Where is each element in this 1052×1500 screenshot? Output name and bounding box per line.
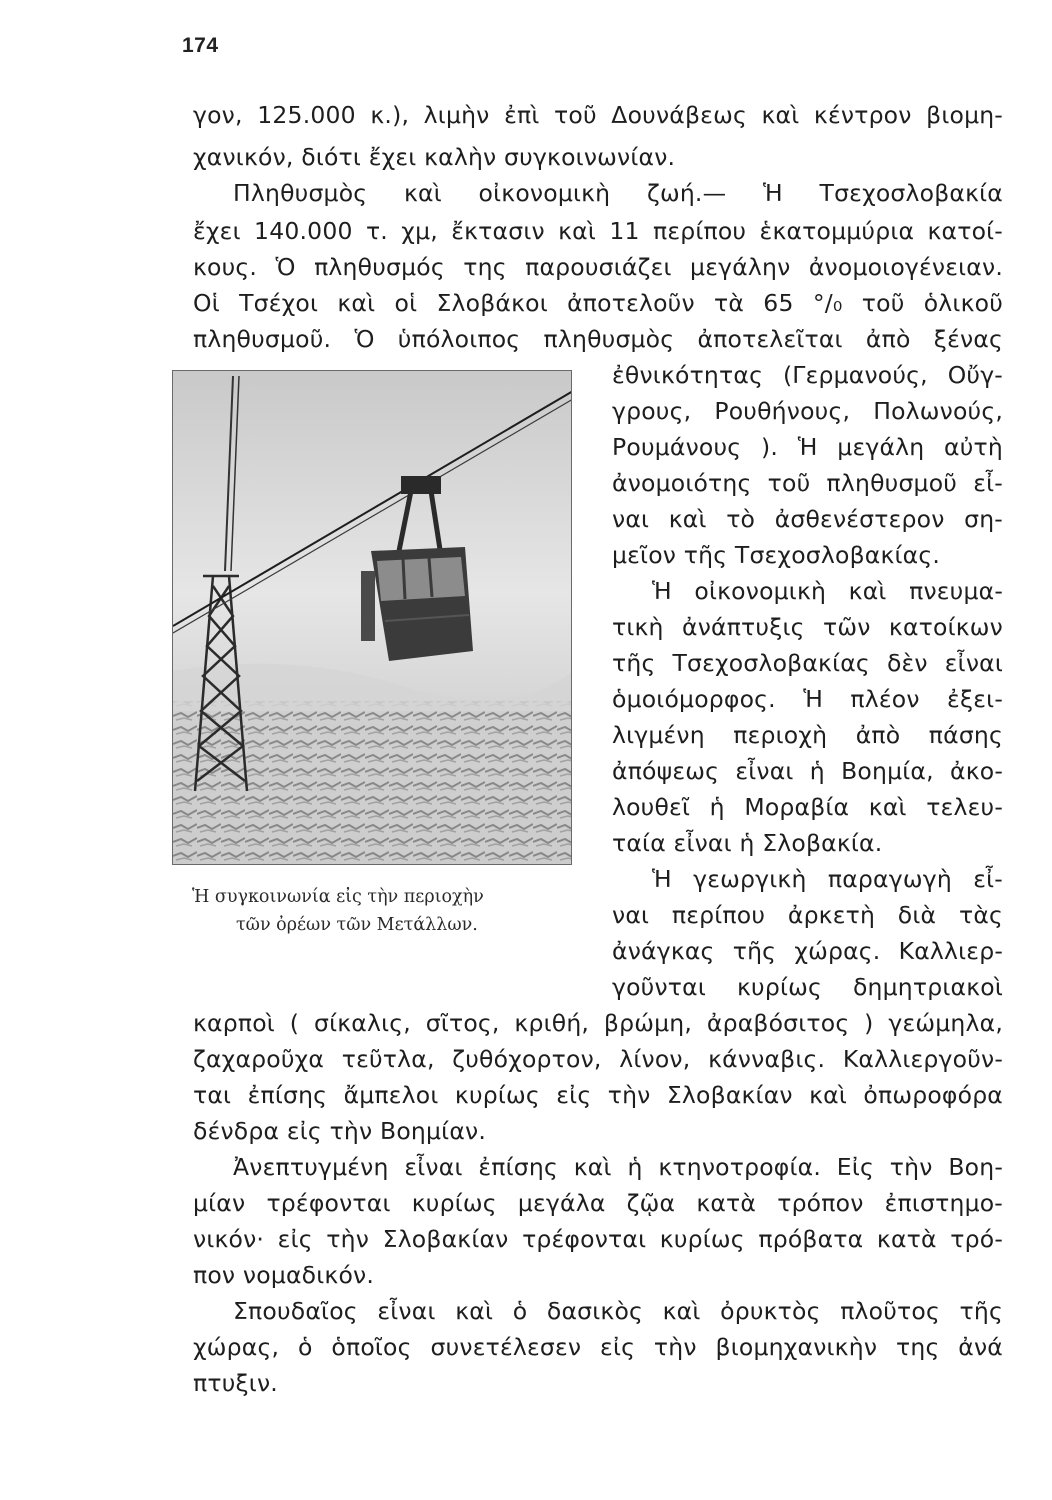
- text-line: ἔχει 140.000 τ. χμ, ἔκτασιν καὶ 11 περίπου ἑκατομμύρια κατοί-: [193, 217, 1003, 245]
- photo-caption-line: τῶν ὀρέων τῶν Μετάλλων.: [236, 915, 478, 935]
- text-line: τικὴ ἀνάπτυξις τῶν κατοίκων: [612, 613, 1003, 641]
- text-line: γον, 125.000 κ.), λιμὴν ἐπὶ τοῦ Δουνάβεως καὶ κέντρον βιομη-: [193, 101, 1003, 129]
- text-line: δένδρα εἰς τὴν Βοημίαν.: [193, 1117, 487, 1145]
- text-line: Ἡ γεωργικὴ παραγωγὴ εἶ-: [652, 865, 1003, 893]
- text-line: ται ἐπίσης ἄμπελοι κυρίως εἰς τὴν Σλοβακίαν καὶ ὀπωροφόρα: [193, 1081, 1003, 1109]
- photo-caption-line: Ἡ συγκοινωνία εἰς τὴν περιοχὴν: [192, 887, 484, 907]
- text-line: καρποὶ ( σίκαλις, σῖτος, κριθή, βρώμη, ἀραβόσιτος ) γεώμηλα,: [193, 1009, 1003, 1037]
- text-line: Ἡ οἰκονομικὴ καὶ πνευμα-: [652, 577, 1003, 605]
- text-line: λιγμένη περιοχὴ ἀπὸ πάσης: [612, 721, 1003, 749]
- text-line: τῆς Τσεχοσλοβακίας δὲν εἶναι: [612, 649, 1003, 677]
- cable-car-photo: [172, 370, 572, 865]
- text-line: λουθεῖ ἡ Μοραβία καὶ τελευ-: [612, 793, 1003, 821]
- page-number: 174: [182, 34, 219, 57]
- text-line: ἀνομοιότης τοῦ πληθυσμοῦ εἶ-: [612, 469, 1003, 497]
- text-line: κους. Ὁ πληθυσμός της παρουσιάζει μεγάλην ἀνομοιογένειαν.: [193, 253, 1003, 281]
- text-line: ἐθνικότητας (Γερμανούς, Οὔγ-: [612, 361, 1003, 389]
- text-line: γρους, Ρουθήνους, Πολωνούς,: [612, 397, 1003, 425]
- text-line: ταία εἶναι ἡ Σλοβακία.: [612, 829, 883, 857]
- text-line: ζαχαροῦχα τεῦτλα, ζυθόχορτον, λίνον, κάνναβις. Καλλιεργοῦν-: [193, 1045, 1003, 1073]
- text-line: μίαν τρέφονται κυρίως μεγάλα ζῷα κατὰ τρόπον ἐπιστημο-: [193, 1189, 1003, 1217]
- text-line: Ρουμάνους ). Ἡ μεγάλη αὐτὴ: [612, 433, 1003, 461]
- text-line: ναι καὶ τὸ ἀσθενέστερον ση-: [612, 505, 1003, 533]
- text-line: ὁμοιόμορφος. Ἡ πλέον ἐξει-: [612, 685, 1003, 713]
- text-line: πτυξιν.: [193, 1369, 278, 1397]
- text-line: Ἀνεπτυγμένη εἶναι ἐπίσης καὶ ἡ κτηνοτροφία. Εἰς τὴν Βοη-: [233, 1153, 1003, 1181]
- text-line: χανικόν, διότι ἔχει καλὴν συγκοινωνίαν.: [193, 143, 676, 171]
- text-line: γοῦνται κυρίως δημητριακοὶ: [612, 973, 1003, 1001]
- cable-car-illustration: [173, 371, 572, 865]
- section-heading-line: Πληθυσμὸς καὶ οἰκονομικὴ ζωή.— Ἡ Τσεχοσλοβακία: [233, 179, 1003, 207]
- text-line: πληθυσμοῦ. Ὁ ὑπόλοιπος πληθυσμὸς ἀποτελεῖται ἀπὸ ξένας: [193, 325, 1003, 353]
- text-line: μεῖον τῆς Τσεχοσλοβακίας.: [612, 541, 941, 569]
- text-line: Οἱ Τσέχοι καὶ οἱ Σλοβάκοι ἀποτελοῦν τὰ 65 °/₀ τοῦ ὁλικοῦ: [193, 289, 1003, 317]
- text-line: ἀνάγκας τῆς χώρας. Καλλιερ-: [612, 937, 1003, 965]
- text-line: ναι περίπου ἀρκετὴ διὰ τὰς: [612, 901, 1003, 929]
- text-line: χώρας, ὁ ὁποῖος συνετέλεσεν εἰς τὴν βιομηχανικὴν της ἀνά: [193, 1333, 1003, 1361]
- text-line: ἀπόψεως εἶναι ἡ Βοημία, ἀκο-: [612, 757, 1003, 785]
- text-line: πον νομαδικόν.: [193, 1261, 375, 1289]
- text-line: νικόν· εἰς τὴν Σλοβακίαν τρέφονται κυρίως πρόβατα κατὰ τρό-: [193, 1225, 1003, 1253]
- text-line: Σπουδαῖος εἶναι καὶ ὁ δασικὸς καὶ ὀρυκτὸς πλοῦτος τῆς: [233, 1297, 1003, 1325]
